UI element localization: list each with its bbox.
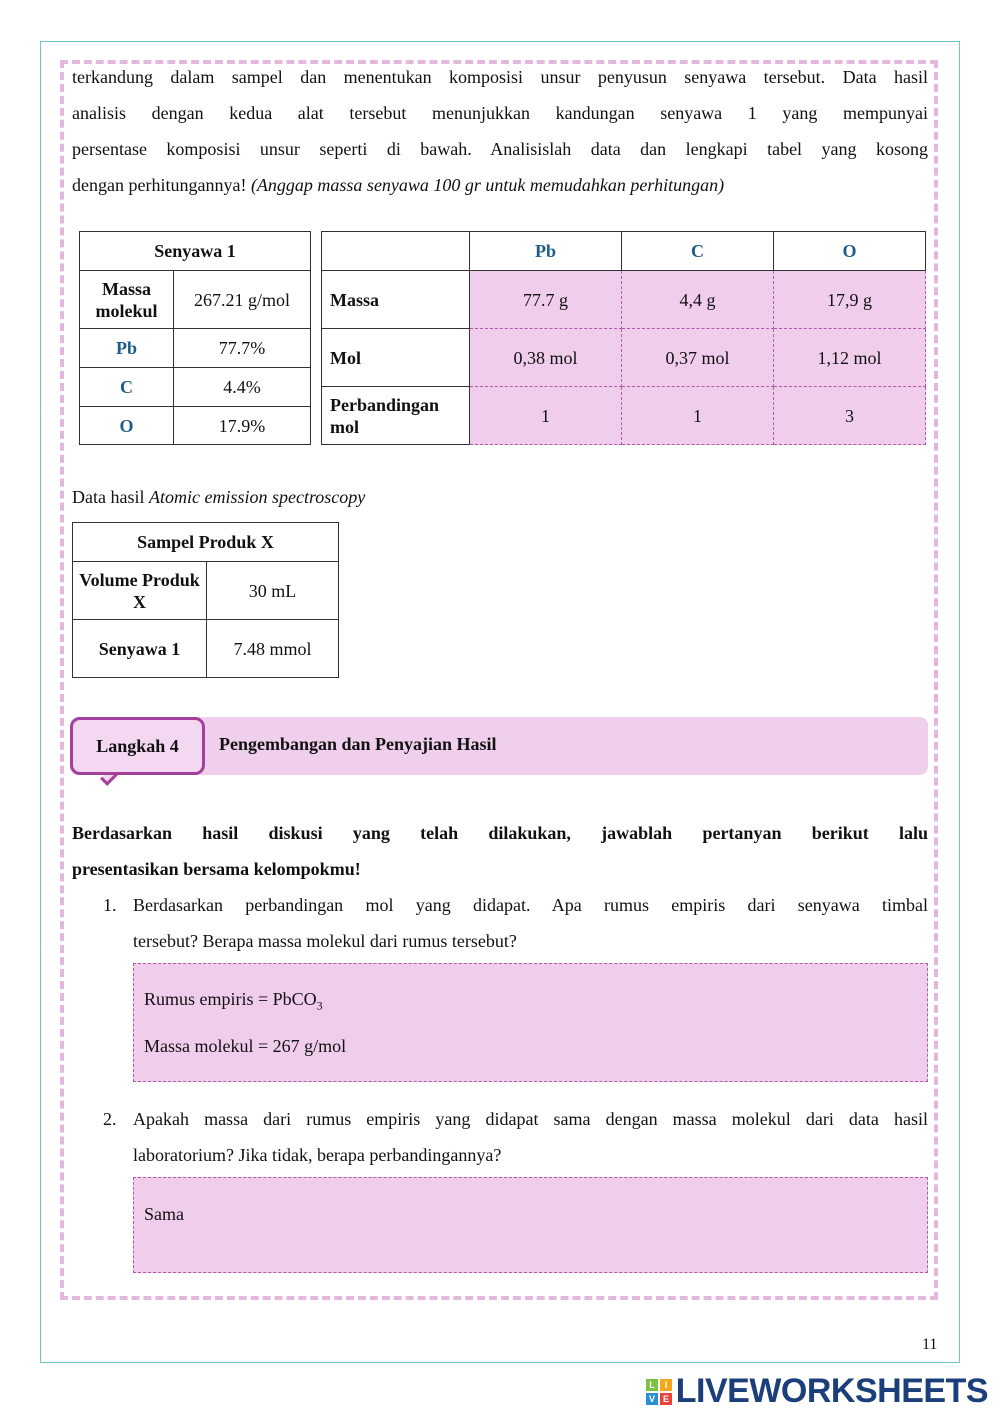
instruction-line: Berdasarkan hasil diskusi yang telah dilakukan, jawablah pertanyan berikut lalu (72, 823, 928, 843)
intro-note: (Anggap massa senyawa 100 gr untuk memudahkan perhitungan) (250, 175, 725, 195)
answer-text: Rumus empiris = PbCO (144, 989, 317, 1009)
logo-letter: I (660, 1379, 672, 1391)
page-number: 11 (922, 1336, 938, 1353)
answer-text: Massa molekul = 267 g/mol (144, 1035, 347, 1056)
instruction-line: presentasikan bersama kelompokmu! (72, 859, 361, 879)
empty-header (322, 232, 470, 271)
aes-caption (72, 487, 365, 508)
row-label: C (80, 368, 174, 407)
instruction (72, 815, 928, 887)
sample-table (72, 522, 339, 678)
answer-input[interactable]: 3 (774, 387, 926, 445)
answer-box-1[interactable] (133, 963, 928, 1082)
logo-letter: L (646, 1379, 658, 1391)
answer-input[interactable]: 0,37 mol (622, 329, 774, 387)
step-title: Pengembangan dan Penyajian Hasil (219, 734, 497, 754)
answer-text: Sama (144, 1204, 184, 1224)
intro-line: terkandung dalam sampel dan menentukan komposisi unsur penyusun senyawa tersebut. Data hasil (72, 67, 928, 87)
question-1 (133, 887, 928, 959)
cell-value: 267.21 g/mol (174, 271, 311, 329)
composition-table (79, 231, 311, 445)
logo-letter: E (660, 1393, 672, 1405)
row-label: Massa (322, 271, 470, 329)
question-line: laboratorium? Jika tidak, berapa perbandingannya? (133, 1145, 502, 1165)
answer-input[interactable]: 1 (470, 387, 622, 445)
subscript: 3 (316, 998, 323, 1013)
question-line: Apakah massa dari rumus empiris yang didapat sama dengan massa molekul dari data hasil (133, 1109, 928, 1129)
row-label: O (80, 407, 174, 445)
logo-letter: V (646, 1393, 658, 1405)
table-title: Sampel Produk X (73, 523, 339, 562)
calculation-table (321, 231, 926, 445)
logo-icon (646, 1379, 672, 1405)
question-line: tersebut? Berapa massa molekul dari rumus tersebut? (133, 931, 517, 951)
caption-italic: Atomic emission spectroscopy (148, 487, 366, 507)
intro-line: analisis dengan kedua alat tersebut menunjukkan kandungan senyawa 1 yang mempunyai (72, 103, 928, 123)
question-line: Berdasarkan perbandingan mol yang didapat. Apa rumus empiris dari senyawa timbal (133, 895, 928, 915)
cell-value: 30 mL (207, 562, 339, 620)
row-label: Senyawa 1 (73, 620, 207, 678)
cell-value: 7.48 mmol (207, 620, 339, 678)
column-header: Pb (470, 232, 622, 271)
step-tag: Langkah 4 (70, 717, 205, 775)
answer-input[interactable]: 77.7 g (470, 271, 622, 329)
caption-text: Data hasil (72, 487, 149, 507)
answer-input[interactable]: 17,9 g (774, 271, 926, 329)
liveworksheets-logo (646, 1372, 988, 1411)
answer-input[interactable]: 4,4 g (622, 271, 774, 329)
cell-value: 17.9% (174, 407, 311, 445)
intro-line: persentase komposisi unsur seperti di bawah. Analisislah data dan lengkapi tabel yang kosong (72, 139, 928, 159)
answer-input[interactable]: 0,38 mol (470, 329, 622, 387)
row-label: Perbandingan mol (322, 387, 470, 445)
table-title: Senyawa 1 (80, 232, 311, 271)
intro-paragraph (72, 59, 928, 203)
answer-input[interactable]: 1,12 mol (774, 329, 926, 387)
question-2 (133, 1101, 928, 1173)
row-label: Mol (322, 329, 470, 387)
column-header: O (774, 232, 926, 271)
row-label: Massa molekul (80, 271, 174, 329)
cell-value: 77.7% (174, 329, 311, 368)
column-header: C (622, 232, 774, 271)
logo-text: LIVEWORKSHEETS (675, 1372, 988, 1410)
question-number: 1. (103, 895, 117, 915)
row-label: Pb (80, 329, 174, 368)
question-number: 2. (103, 1109, 117, 1129)
row-label: Volume Produk X (73, 562, 207, 620)
answer-input[interactable]: 1 (622, 387, 774, 445)
intro-line: dengan perhitungannya! (72, 175, 251, 195)
cell-value: 4.4% (174, 368, 311, 407)
answer-box-2[interactable] (133, 1177, 928, 1273)
